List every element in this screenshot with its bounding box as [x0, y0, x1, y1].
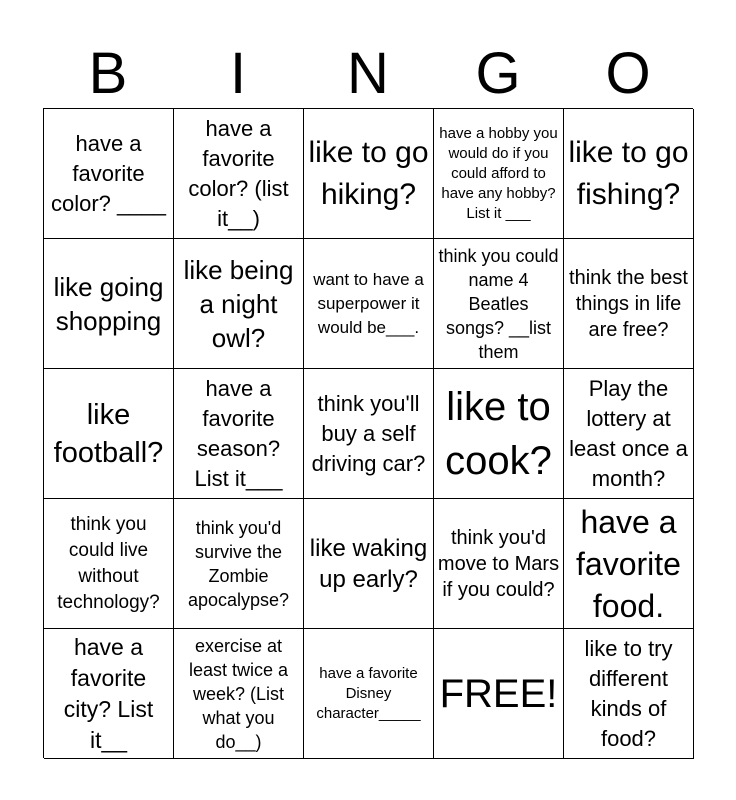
- cell-text: think you could live without technology?: [57, 513, 160, 613]
- cell-text: think you'd survive the Zombie apocalypse?: [187, 517, 290, 610]
- cell-text: exercise at least twice a week? (List what you do__): [188, 635, 289, 752]
- bingo-cell[interactable]: [434, 239, 564, 369]
- bingo-cell[interactable]: [304, 239, 434, 369]
- cell-text: have a hobby you would do if you could afford to have any hobby? List it ___: [439, 124, 558, 222]
- cell-text: have a favorite color? (list it__): [188, 115, 289, 231]
- bingo-cell[interactable]: [564, 369, 694, 499]
- bingo-cell[interactable]: [564, 239, 694, 369]
- bingo-cell[interactable]: [44, 239, 174, 369]
- cell-text: like football?: [53, 398, 164, 469]
- cell-text: think you could name 4 Beatles songs? __list them: [438, 245, 559, 362]
- free-space-label: FREE!: [439, 671, 558, 716]
- cell-text: have a favorite food.: [576, 503, 681, 624]
- bingo-cell[interactable]: [174, 499, 304, 629]
- bingo-cell[interactable]: [44, 499, 174, 629]
- header-letter-i: I: [229, 41, 247, 106]
- bingo-header: [43, 40, 693, 108]
- cell-text: have a favorite Disney character_____: [316, 664, 421, 722]
- bingo-cell[interactable]: [434, 499, 564, 629]
- header-letter-n: N: [347, 41, 389, 106]
- bingo-cell[interactable]: [304, 499, 434, 629]
- bingo-cell[interactable]: [174, 629, 304, 759]
- cell-text: like being a night owl?: [183, 254, 294, 353]
- cell-text: like to go fishing?: [568, 135, 689, 211]
- cell-text: think you'd move to Mars if you could?: [437, 526, 560, 601]
- cell-text: like to try different kinds of food?: [584, 635, 673, 751]
- cell-text: like to cook?: [445, 384, 552, 483]
- bingo-cell[interactable]: [304, 369, 434, 499]
- cell-text: think the best things in life are free?: [569, 266, 688, 341]
- cell-text: have a favorite season? List it___: [194, 375, 283, 491]
- cell-text: have a favorite city? List it__: [63, 633, 154, 753]
- bingo-cell[interactable]: [304, 629, 434, 759]
- cell-text: have a favorite color? ____: [51, 130, 166, 216]
- free-space-cell[interactable]: [434, 629, 564, 759]
- cell-text: like waking up early?: [309, 534, 428, 593]
- cell-text: want to have a superpower it would be___.: [313, 269, 424, 337]
- bingo-cell[interactable]: [564, 629, 694, 759]
- bingo-board: [43, 108, 693, 758]
- bingo-cell[interactable]: [44, 109, 174, 239]
- cell-text: like to go hiking?: [308, 135, 429, 211]
- header-letter-b: B: [88, 41, 128, 106]
- bingo-cell[interactable]: [174, 109, 304, 239]
- bingo-cell[interactable]: [174, 369, 304, 499]
- header-letter-g: G: [475, 41, 521, 106]
- bingo-cell[interactable]: [564, 109, 694, 239]
- cell-text: like going shopping: [53, 271, 164, 336]
- header-letter-o: O: [605, 41, 651, 106]
- bingo-cell[interactable]: [174, 239, 304, 369]
- cell-text: Play the lottery at least once a month?: [569, 375, 688, 491]
- bingo-cell[interactable]: [44, 629, 174, 759]
- cell-text: think you'll buy a self driving car?: [311, 390, 426, 476]
- bingo-cell[interactable]: [434, 369, 564, 499]
- bingo-cell[interactable]: [304, 109, 434, 239]
- bingo-cell[interactable]: [434, 109, 564, 239]
- bingo-cell[interactable]: [44, 369, 174, 499]
- bingo-cell[interactable]: [564, 499, 694, 629]
